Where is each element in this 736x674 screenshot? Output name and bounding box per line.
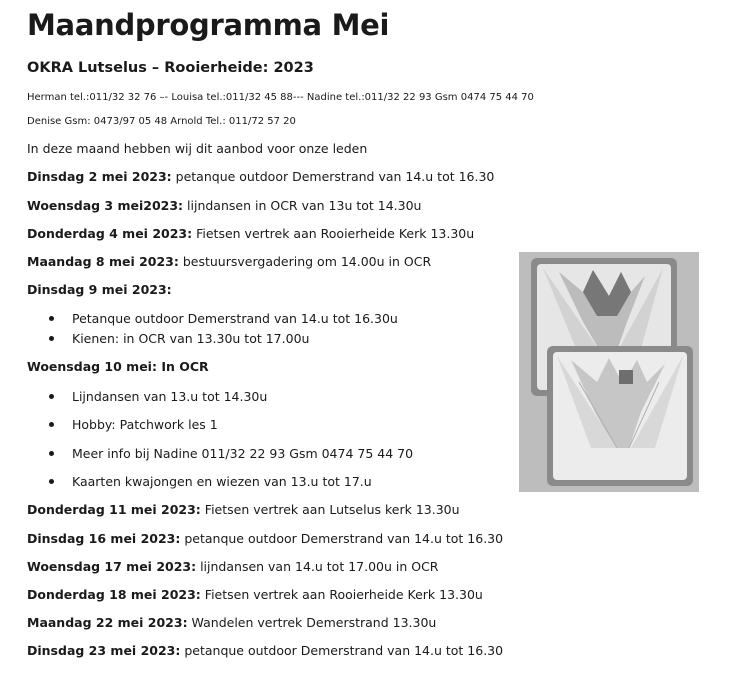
event-row — [27, 254, 431, 269]
event-text: Wandelen vertrek Demerstrand 13.30u — [187, 615, 437, 630]
list-item-text: Kaarten kwajongen en wiezen van 13.u tot 17.u — [72, 474, 372, 489]
bullet-icon — [49, 394, 54, 399]
list-item — [49, 474, 372, 489]
event-date: Woensdag 17 mei 2023: — [27, 559, 197, 574]
event-date: Dinsdag 23 mei 2023: — [27, 643, 181, 658]
event-text: Fietsen vertrek aan Rooierheide Kerk 13.30u — [192, 226, 475, 241]
event-date: Maandag 8 mei 2023: — [27, 254, 179, 269]
event-date: Woensdag 10 mei: In OCR — [27, 359, 209, 374]
list-item — [49, 446, 413, 461]
contacts-line-2: Denise Gsm: 0473/97 05 48 Arnold Tel.: 011/72 57 20 — [27, 116, 296, 127]
event-text: petanque outdoor Demerstrand van 14.u tot 16.30 — [180, 643, 504, 658]
event-text: bestuursvergadering om 14.00u in OCR — [178, 254, 432, 269]
event-date: Dinsdag 2 mei 2023: — [27, 169, 172, 184]
event-row — [27, 615, 436, 630]
list-item — [49, 331, 309, 346]
event-row — [27, 169, 494, 184]
page-title: Maandprogramma Mei — [27, 8, 390, 42]
event-date: Dinsdag 16 mei 2023: — [27, 531, 181, 546]
event-date: Donderdag 4 mei 2023: — [27, 226, 193, 241]
event-row — [27, 502, 460, 517]
list-item-text: Petanque outdoor Demerstrand van 14.u tot 16.30u — [72, 311, 398, 326]
bullet-icon — [49, 479, 54, 484]
event-row — [27, 198, 421, 213]
list-item-text: Lijndansen van 13.u tot 14.30u — [72, 389, 268, 404]
bullet-icon — [49, 336, 54, 341]
contacts-line-1: Herman tel.:011/32 32 76 –- Louisa tel.:011/32 45 88--- Nadine tel.:011/32 22 93 Gsm 0474 75 44 70 — [27, 92, 534, 103]
list-item — [49, 417, 218, 432]
patchwork-image — [519, 252, 699, 492]
event-text: Fietsen vertrek aan Lutselus kerk 13.30u — [200, 502, 460, 517]
list-item-text: Hobby: Patchwork les 1 — [72, 417, 218, 432]
subtitle: OKRA Lutselus – Rooierheide: 2023 — [27, 60, 314, 76]
list-item-text: Meer info bij Nadine 011/32 22 93 Gsm 0474 75 44 70 — [72, 446, 414, 461]
bullet-icon — [49, 422, 54, 427]
bullet-icon — [49, 451, 54, 456]
event-text: petanque outdoor Demerstrand van 14.u tot 16.30 — [171, 169, 495, 184]
event-text: lijndansen in OCR van 13u tot 14.30u — [183, 198, 422, 213]
event-date: Maandag 22 mei 2023: — [27, 615, 188, 630]
event-text: lijndansen van 14.u tot 17.00u in OCR — [196, 559, 439, 574]
event-date: Woensdag 3 mei2023: — [27, 198, 184, 213]
event-row — [27, 559, 439, 574]
bullet-icon — [49, 316, 54, 321]
event-text: Fietsen vertrek aan Rooierheide Kerk 13.30u — [200, 587, 483, 602]
list-item — [49, 311, 398, 326]
event-row — [27, 643, 503, 658]
event-row — [27, 587, 483, 602]
event-row — [27, 226, 474, 241]
event-row — [27, 282, 172, 297]
event-row — [27, 531, 503, 546]
event-date: Donderdag 11 mei 2023: — [27, 502, 201, 517]
event-date: Dinsdag 9 mei 2023: — [27, 282, 172, 297]
list-item — [49, 389, 267, 404]
list-item-text: Kienen: in OCR van 13.30u tot 17.00u — [72, 331, 310, 346]
patchwork-tulip-potholders-icon — [519, 252, 699, 492]
intro-text: In deze maand hebben wij dit aanbod voor onze leden — [27, 141, 368, 156]
event-row — [27, 359, 209, 374]
event-date: Donderdag 18 mei 2023: — [27, 587, 201, 602]
event-text: petanque outdoor Demerstrand van 14.u tot 16.30 — [180, 531, 504, 546]
